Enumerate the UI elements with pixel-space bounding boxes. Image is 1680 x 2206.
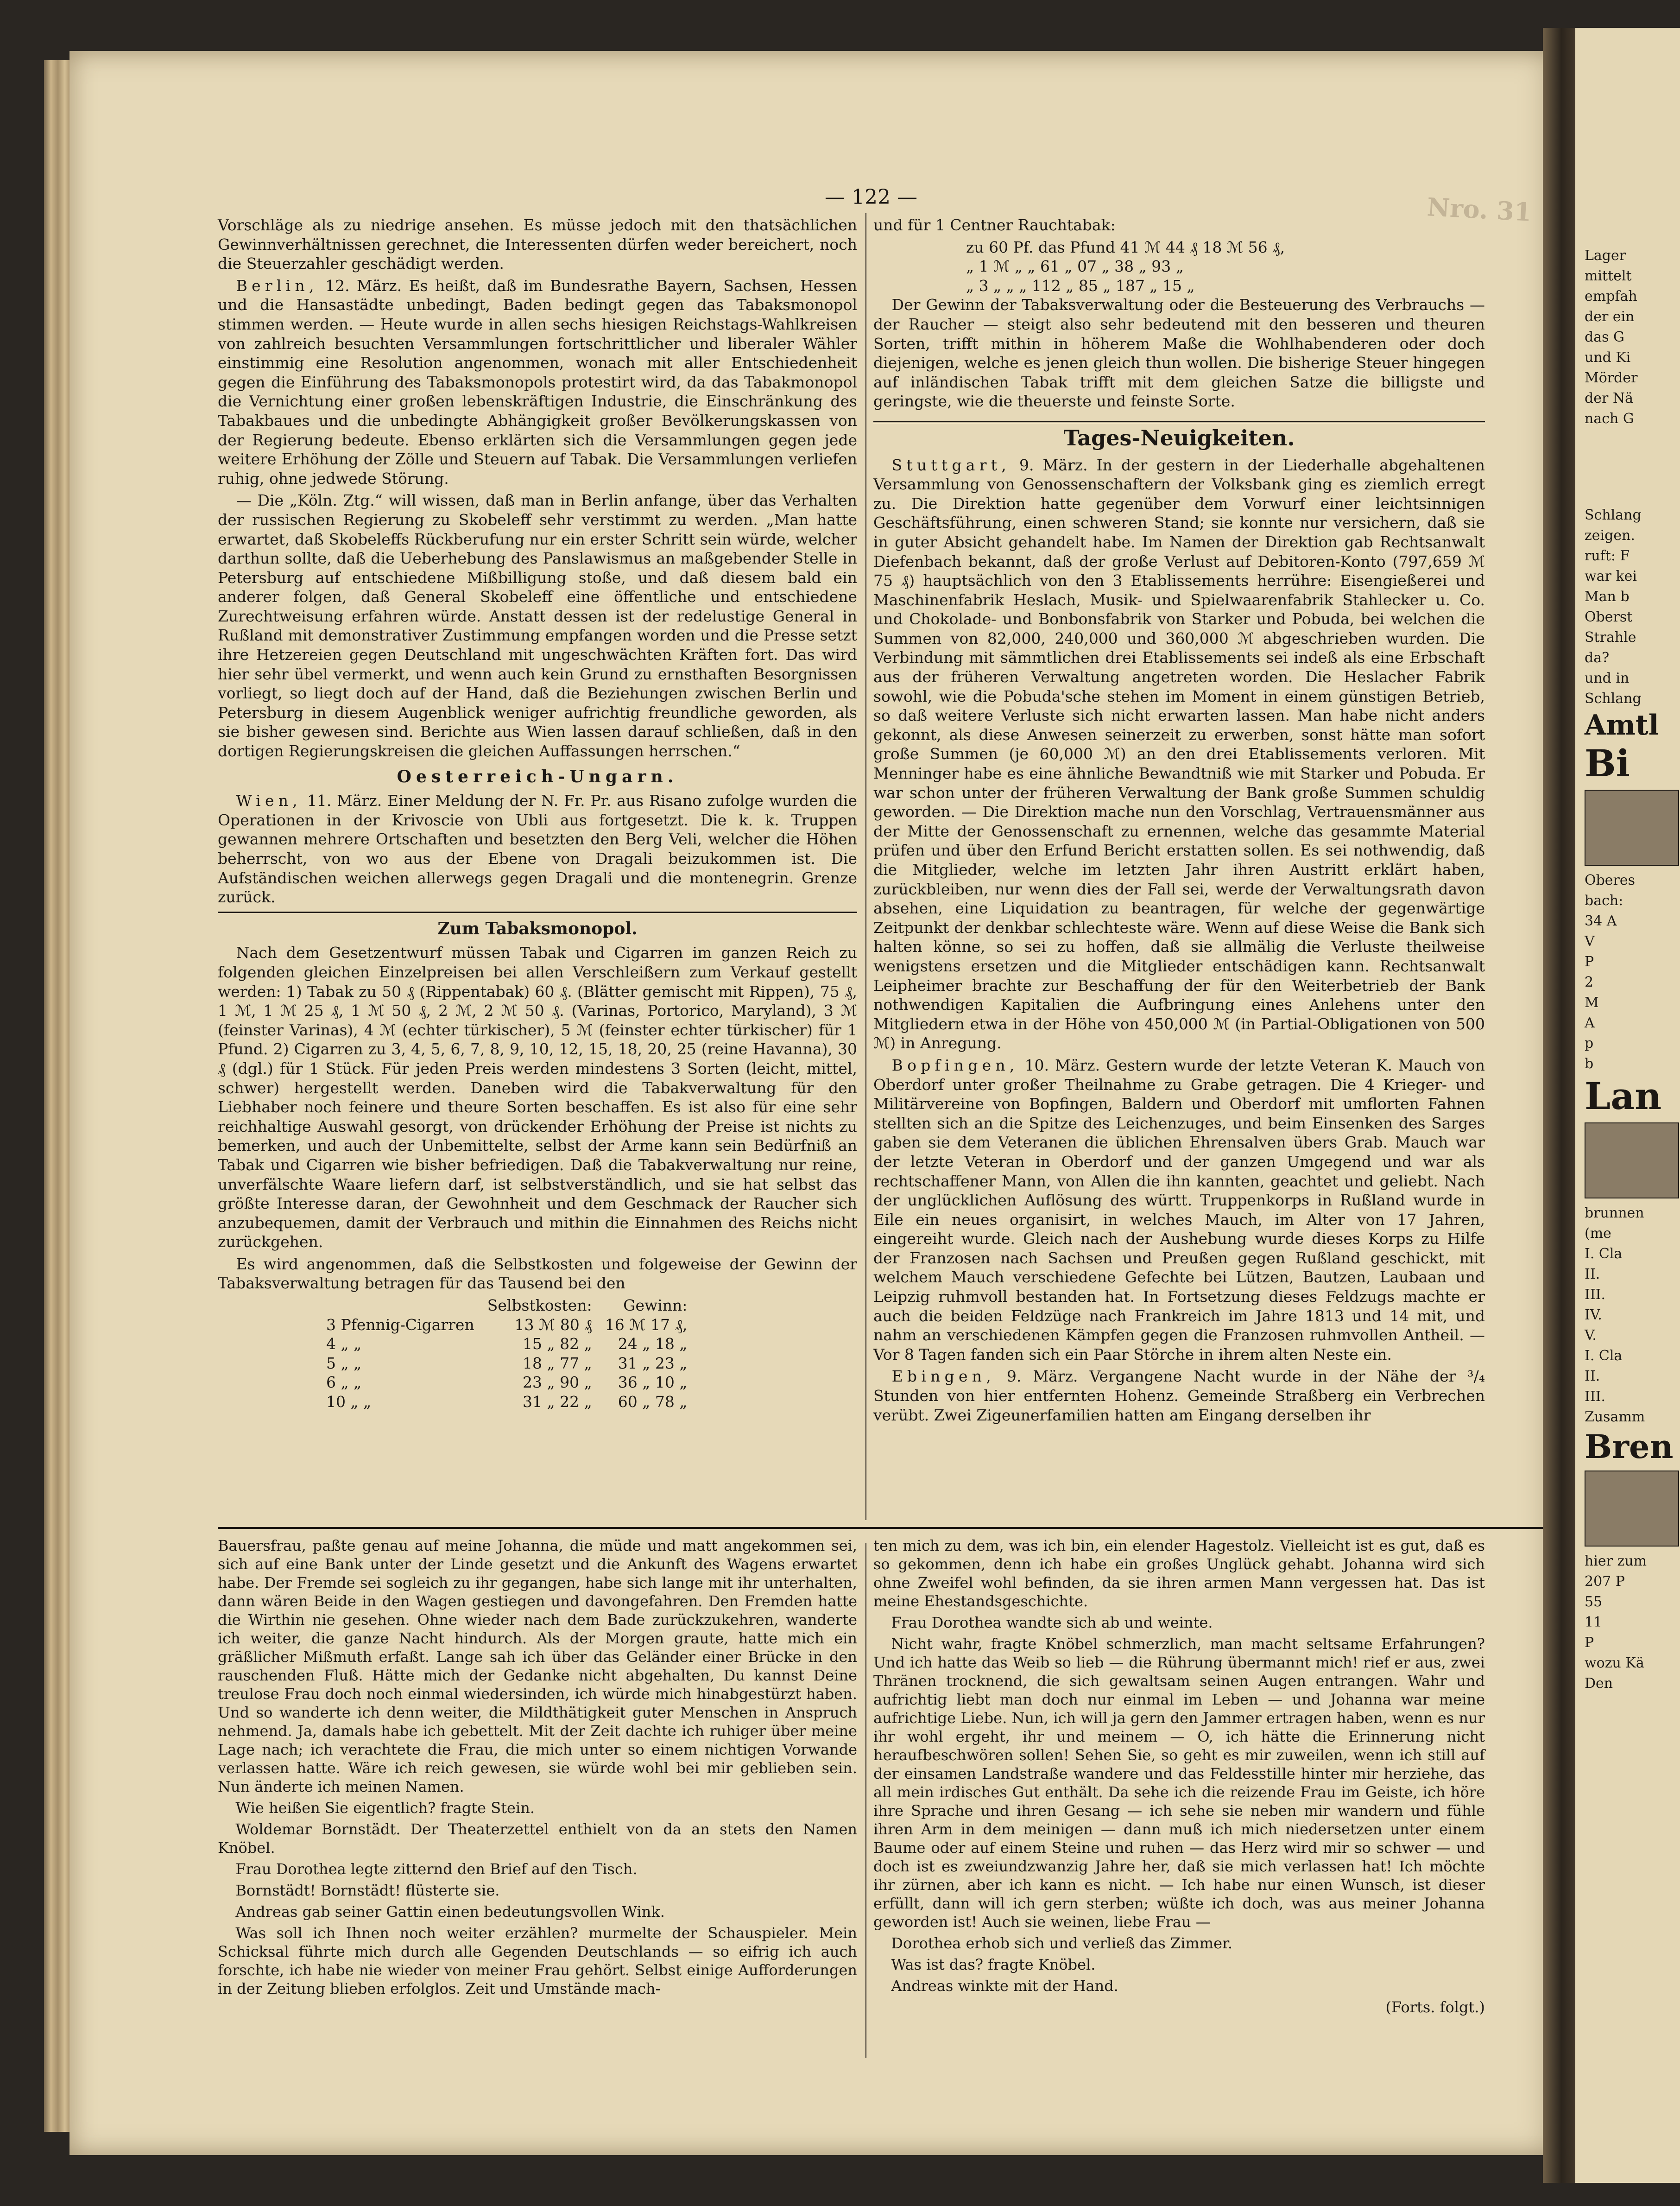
paragraph-ebingen xyxy=(873,1367,1485,1425)
dialogue-line: Frau Dorothea legte zitternd den Brief auf den Tisch. xyxy=(235,1860,638,1878)
place-ebingen: Ebingen, xyxy=(891,1367,995,1386)
table-cell: 3 Pfennig-Cigarren xyxy=(326,1315,474,1334)
text-line: zeigen. xyxy=(1585,527,1635,544)
table-cell: 6 „ „ xyxy=(326,1373,362,1392)
table-header: Gewinn: xyxy=(623,1296,688,1315)
book-gutter xyxy=(1543,28,1580,2183)
paragraph: ten mich zu dem, was ich bin, ein elender Hagestolz. Vielleicht ist es gut, daß es so gekommen, denn ich habe ein großes Unglück gehabt. Johanna wird sich ohne Zweifel wohl befinden, da sie ihren armen Mann vergessen hat. Das ist meine Ehestandsgeschichte. xyxy=(873,1537,1485,1610)
text-line: p xyxy=(1585,1035,1594,1052)
paragraph: und für 1 Centner Rauchtabak: xyxy=(873,216,1116,234)
table-cell: 31 „ 22 „ xyxy=(523,1393,592,1411)
next-page-top-block xyxy=(1585,246,1637,429)
text-line: I. Cla xyxy=(1585,1348,1623,1364)
advert-illustration xyxy=(1585,1122,1679,1198)
table-header-row xyxy=(320,1296,694,1315)
text-line: und Ki xyxy=(1585,349,1631,366)
text-line: I. Cla xyxy=(1585,1246,1623,1262)
text-line: Lager xyxy=(1585,247,1626,264)
column-divider xyxy=(865,213,866,1520)
advert-illustration xyxy=(1585,1471,1679,1547)
cost-table xyxy=(320,1296,694,1412)
text-line: b xyxy=(1585,1056,1594,1072)
paragraph-body: 11. März. Einer Meldung der N. Fr. Pr. aus Risano zufolge wurden die Operationen in der Krivoscie von Ubli aus fortgesetzt. Die k. k. Truppen gewannen mehrere Ortschaften und besetzten den Berg Veli, welcher die Höhen beherrscht, von wo aus der Ebene von Dragali beizukommen ist. Die Aufständischen weichen allerwegs gegen Dragali und die montenegrin. Grenze zurück. xyxy=(218,792,857,906)
next-page-heading: Bi xyxy=(1585,742,1630,785)
table-cell: 15 „ 82 „ xyxy=(523,1335,592,1353)
paragraph-body: 10. März. Gestern wurde der letzte Veteran K. Mauch von Oberdorf unter großer Theilnahme zu Grabe getragen. Die 4 Krieger- und Militärvereine von Bopfingen, Baldern und Oberdorf mit umflorten Fahnen stellten sich an die Spitze des Leichenzuges, und beim Einsenken des Sarges gaben sie dem Veteranen die üblichen Ehrensalven übers Grab. Mauch war der letzte Veteran in Oberdorf und der ganzen Umgegend und war als rechtschaffener Mann, von Allen die ihn kannten, geachtet und geliebt. Nach der unglücklichen Auflösung des württ. Truppenkorps in Rußland wurde in Eile ein neues organisirt, in welches Mauch, im Alter von 17 Jahren, eingereiht wurde. Gleich nach der Aushebung wurde dieses Korps zu Hilfe der Franzosen nach Sachsen und Preußen gegen Rußland geschickt, mit welchem Mauch verschiedene Gefechte bei Lützen, Bautzen, Laubaan und Leipzig ruhmvoll bestanden hat. In Fortsetzung dieses Feldzugs machte er auch die beiden Feldzüge nach Frankreich im Jahre 1813 und 14 mit, und nahm an verschiedenen Kämpfen gegen die Franzosen ruhmvollen Antheil. — Vor 8 Tagen fanden sich ein Paar Störche in ihrem alten Neste ein. xyxy=(873,1056,1485,1363)
text-line: nach G xyxy=(1585,411,1634,427)
faded-header: Nro. 31 xyxy=(1426,192,1533,227)
dialogue-line: Woldemar Bornstädt. Der Theaterzettel enthielt von da an stets den Namen Knöbel. xyxy=(218,1820,857,1857)
text-line: P xyxy=(1585,954,1594,970)
place-wien: Wien, xyxy=(236,792,302,810)
text-line: empfah xyxy=(1585,288,1637,304)
text-line: 2 xyxy=(1585,974,1594,990)
dialogue-line: Frau Dorothea wandte sich ab und weinte. xyxy=(891,1614,1213,1631)
table-cell: 36 „ 10 „ xyxy=(618,1373,688,1392)
feuilleton-divider xyxy=(865,1543,866,2058)
paragraph-body: 9. März. In der gestern in der Liederhalle abgehaltenen Versammlung von Genossenschaftern der Volksbank ging es ziemlich erregt zu. Die Direktion hatte gegenüber dem Vorwurf einer leichtsinnigen Geschäftsführung, einen schweren Stand; sie konnte nur versichern, daß sie in guter Absicht gehandelt habe. Im Namen der Direktion gab Rechtsanwalt Diefenbach bekannt, daß der große Verlust auf Debitoren-Konto (797,659 ℳ 75 ₰) hauptsächlich von den 3 Etablissements herrühre: Eisengießerei und Maschinenfabrik Heslach, Musik- und Spielwaarenfabrik Stahlecker u. Co. und Chokolade- und Bonbonsfabrik von Starker und Pobuda, bei welchen die Summen von 82,000, 240,000 und 360,000 ℳ abgeschrieben wurden. Die Verbindung mit sämmtlichen drei Etablissements sei indeß als eine Erbschaft aus der früheren Verwaltung angetreten worden. Die Heslacher Fabrik sowohl, wie die Pobuda'sche stehen im Moment in einem günstigen Betrieb, so daß weitere Verluste sich nicht erwarten lassen. Man habe nicht anders gekonnt, als diese Anwesen seinerzeit zu erwerben, sonst hätte man sofort große Summen (je 60,000 ℳ) an den drei Etablissements verloren. Mit Menninger habe es eine ähnliche Bewandtniß wie mit Starker und Pobuda. Er war schon unter der früheren Verwaltung der Bank große Summen schuldig geworden. — Die Direktion mache nun den Vorschlag, Vertrauensmänner aus der Mitte der Genossenschaft zu ernennen, welche das gesammte Material prüfen und über den Erfund Bericht erstatten sollen. Es sei nothwendig, daß die Mitglieder, welche im letzten Jahr ihren Austritt erklärt haben, zurückbleiben, nur wenn dies der Fall sei, werde der Verwaltungsrath davon absehen, eine Liquidation zu beantragen, für welche der gegenwärtige Zeitpunkt der denkbar schlechteste wäre. Wenn auf diese Weise die Bank sich halten könne, so sei zu hoffen, daß sie allmälig die Verluste theilweise wenigstens ersetzen und die Mitglieder entschädigen kann. Rechtsanwalt Leipheimer brachte zur Beschaffung der für den Weiterbetrieb der Bank nothwendigen Kapitalien die Aufbringung eines Anlehens unter den Mitgliedern etwa in der Höhe von 450,000 ℳ (in Partial-Obligationen von 500 ℳ) in Anregung. xyxy=(873,456,1485,1052)
text-line: brunnen xyxy=(1585,1205,1644,1221)
text-line: Oberst xyxy=(1585,609,1633,625)
table-cell: 31 „ 23 „ xyxy=(618,1354,688,1372)
place-berlin: Berlin, xyxy=(236,276,318,295)
feuilleton-right xyxy=(873,1536,1485,2019)
section-rule xyxy=(218,912,857,913)
feuilleton-separator xyxy=(218,1527,1543,1529)
heading-tabaksmonopol: Zum Tabaksmonopol. xyxy=(437,919,638,938)
text-line: da? xyxy=(1585,650,1610,666)
table-row xyxy=(320,1315,694,1335)
text-line: A xyxy=(1585,1015,1595,1031)
paragraph-body: 9. März. Vergangene Nacht wurde in der Nähe der ³/₄ Stunden von hier entfernten Hohenz. Gemeinde Straßberg ein Verbrechen verübt. Zwei Zigeunerfamilien hatten am Eingang derselben ihr xyxy=(873,1367,1485,1424)
next-page-fragment xyxy=(1575,28,1680,2183)
text-line: 207 P xyxy=(1585,1573,1625,1590)
text-line: 34 A xyxy=(1585,913,1617,929)
text-line: ruft: F xyxy=(1585,548,1630,564)
text-line: 55 xyxy=(1585,1594,1603,1610)
table-row xyxy=(320,1392,694,1412)
advert-illustration xyxy=(1585,790,1679,866)
text-line: Zusamm xyxy=(1585,1409,1645,1425)
heading-oesterreich: Oesterreich-Ungarn. xyxy=(397,767,678,786)
text-line: bach: xyxy=(1585,893,1623,909)
dialogue-line: Andreas gab seiner Gattin einen bedeutungsvollen Wink. xyxy=(235,1903,665,1921)
next-page-heading: Lan xyxy=(1585,1074,1662,1118)
book-edge xyxy=(44,60,72,2132)
text-line: (me xyxy=(1585,1225,1611,1242)
paragraph: Bauersfrau, paßte genau auf meine Johanna, die müde und matt angekommen sei, sich auf eine Bank unter der Linde gesetzt und die Ankunft des Wagens erwartet habe. Der Fremde sei sogleich zu ihr gegangen, habe sich lange mit ihr unterhalten, dann wären Beide in den Wagen gestiegen und davongefahren. Den Fremden hatte die Wirthin nie gesehen. Ohne wieder nach dem Bade zurückzukehren, wanderte ich weiter, die ganze Nacht hindurch. Als der Morgen graute, hatte mich ein gräßlicher Mißmuth erfaßt. Lange sah ich über das Geländer einer Brücke in den rauschenden Fluß. Hätte mich der Gedanke nicht abgehalten, Du kannst Deine treulose Frau doch noch einmal wiedersinden, ich würde mich hinabgestürzt haben. Und so wanderte ich denn weiter, die Mildthätigkeit guter Menschen in Anspruch nehmend. Ja, damals habe ich gebettelt. Mit der Zeit dachte ich ruhiger über meine Lage nach; ich verachtete die Frau, die mich unter so einem nichtigen Vorwande verlassen hatte. Wäre ich reich gewesen, sie würde wohl bei mir geblieben sein. Nun änderte ich meinen Namen. xyxy=(218,1537,857,1795)
rate-line: zu 60 Pf. das Pfund 41 ℳ 44 ₰ 18 ℳ 56 ₰, xyxy=(966,238,1285,256)
table-cell: 24 „ 18 „ xyxy=(618,1335,688,1353)
dialogue-line: Bornstädt! Bornstädt! flüsterte sie. xyxy=(235,1882,500,1899)
table-cell: 23 „ 90 „ xyxy=(523,1373,592,1392)
paragraph-stuttgart xyxy=(873,456,1485,1053)
text-line: V. xyxy=(1585,1327,1597,1344)
page-number: — 122 — xyxy=(825,185,917,209)
dialogue-line: Dorothea erhob sich und verließ das Zimmer. xyxy=(891,1934,1232,1952)
heading-tages-neuigkeiten: Tages-Neuigkeiten. xyxy=(873,421,1485,448)
paragraph-body: 12. März. Es heißt, daß im Bundesrathe Bayern, Sachsen, Hessen und die Hansastädte unbedingt, Baden bedingt gegen das Tabaksmonopol stimmen werden. — Heute wurde in allen sechs hiesigen Reichstags-Wahlkreisen von zahlreich besuchten Versammlungen fortschrittlicher und liberaler Wähler einstimmig eine Resolution angenommen, wonach mit aller Entschiedenheit gegen die Einführung des Tabaksmonopols protestirt wird, da das Tabakmonopol die Vernichtung einer großen lebenskräftigen Industrie, die Einschränkung des Tabakbaues und die unbedingte Abhängigkeit großer Bevölkerungskassen von der Regierung bedeute. Ebenso erklärten sich die Versammlungen gegen jede weitere Erhöhung der Zölle und Steuern auf Tabak. Die Versammlungen verliefen ruhig, ohne jedwede Störung. xyxy=(218,276,857,488)
text-line: II. xyxy=(1585,1368,1600,1384)
table-cell: 13 ℳ 80 ₰ xyxy=(514,1315,592,1334)
place-stuttgart: Stuttgart, xyxy=(891,456,1011,474)
text-line: Mörder xyxy=(1585,370,1638,386)
dialogue-line: Was ist das? fragte Knöbel. xyxy=(891,1956,1096,1973)
paragraph: Vorschläge als zu niedrige ansehen. Es müsse jedoch mit den thatsächlichen Gewinnverhältnissen gerechnet, die Interessenten dürfen weder bereichert, noch die Steuerzahler geschädigt werden. xyxy=(218,216,857,273)
text-line: M xyxy=(1585,995,1599,1011)
table-row xyxy=(320,1334,694,1354)
text-line: Schlang xyxy=(1585,691,1642,707)
text-line: V xyxy=(1585,933,1595,950)
text-line: III. xyxy=(1585,1388,1606,1405)
table-cell: 16 ℳ 17 ₰, xyxy=(605,1315,688,1334)
text-line: der Nä xyxy=(1585,390,1633,406)
dialogue-line: Andreas winkte mit der Hand. xyxy=(891,1977,1118,1995)
text-line: das G xyxy=(1585,329,1624,345)
text-line: hier zum xyxy=(1585,1553,1647,1569)
continued-note: (Forts. folgt.) xyxy=(1385,1998,1485,2016)
rate-line: „ 1 ℳ „ „ 61 „ 07 „ 38 „ 93 „ xyxy=(966,257,1184,276)
table-cell: 18 „ 77 „ xyxy=(523,1354,592,1372)
table-row xyxy=(320,1373,694,1392)
table-cell: 10 „ „ xyxy=(326,1393,372,1411)
table-cell: 60 „ 78 „ xyxy=(618,1393,688,1411)
dialogue-line: Was soll ich Ihnen noch weiter erzählen? murmelte der Schauspieler. Mein Schicksal führte mich durch alle Gegenden Deutschlands — so eifrig ich auch forschte, ich habe nie wieder von meiner Frau gehört. Selbst einige Aufforderungen in der Zeitung blieben erfolglos. Zeit und Umstände mach- xyxy=(218,1924,857,1997)
text-line: III. xyxy=(1585,1287,1606,1303)
text-line: Man b xyxy=(1585,589,1629,605)
text-line: Strahle xyxy=(1585,629,1636,646)
text-line: P xyxy=(1585,1635,1594,1651)
text-line: Oberes xyxy=(1585,872,1636,888)
text-line: Den xyxy=(1585,1675,1613,1692)
table-row xyxy=(320,1354,694,1373)
table-cell: 4 „ „ xyxy=(326,1335,362,1353)
paragraph: Es wird angenommen, daß die Selbstkosten und folgeweise der Gewinn der Tabaksverwaltung betragen für das Tausend bei den xyxy=(218,1255,857,1293)
text-line: Schlang xyxy=(1585,507,1642,523)
place-bopfingen: Bopfingen, xyxy=(891,1056,1019,1074)
text-line: wozu Kä xyxy=(1585,1655,1644,1671)
next-page-heading: Amtl xyxy=(1585,709,1659,742)
table-header xyxy=(320,1296,481,1315)
text-line: mittelt xyxy=(1585,268,1632,284)
paragraph: Der Gewinn der Tabaksverwaltung oder die Besteuerung des Verbrauchs — der Raucher — steigt also sehr bedeutend mit den besseren und theuren Sorten, trifft mithin in höherem Maße die Wohlhabenderen oder doch diejenigen, welche es jenen gleich thun wollen. Die bisherige Steuer hingegen auf inländischen Tabak trifft mit dem gleichen Satze die billigste und geringste, wie die theuerste und feinste Sorte. xyxy=(873,296,1485,411)
paragraph-berlin xyxy=(218,276,857,488)
paragraph-bopfingen xyxy=(873,1056,1485,1364)
column-left xyxy=(218,216,857,1414)
table-header: Selbstkosten: xyxy=(487,1296,592,1315)
paragraph-wien xyxy=(218,791,857,907)
text-line: 11 xyxy=(1585,1614,1603,1630)
text-line: IV. xyxy=(1585,1307,1602,1323)
table-cell: 5 „ „ xyxy=(326,1354,362,1372)
column-right xyxy=(873,216,1485,1427)
paragraph: Nach dem Gesetzentwurf müssen Tabak und Cigarren im ganzen Reich zu folgenden gleichen Einzelpreisen bei allen Verschleißern zum Verkauf gestellt werden: 1) Tabak zu 50 ₰ (Rippentabak) 60 ₰. (Blätter gemischt mit Rippen), 75 ₰, 1 ℳ, 1 ℳ 25 ₰, 1 ℳ 50 ₰, 2 ℳ, 2 ℳ 50 ₰. (Varinas, Portorico, Maryland), 3 ℳ (feinster Varinas), 4 ℳ (echter türkischer), 5 ℳ (feinster echter türkischer) für 1 Pfund. 2) Cigarren zu 3, 4, 5, 6, 7, 8, 9, 10, 12, 15, 18, 20, 25 (reine Havanna), 30 ₰ (dgl.) für 1 Stück. Für jeden Preis werden mindestens 3 Sorten (leicht, mittel, schwer) hergestellt werden. Daneben wird die Tabakverwaltung für den Liebhaber noch feinere und theure Sorten beschaffen. Es ist also für eine sehr reichhaltige Auswahl gesorgt, von drückender Erhöhung der Preise ist nichts zu bemerken, und auch der Unbemittelte, selbst der Arme kann sein Bedürfniß an Tabak und Cigarren wie bisher befriedigen. Daß die Tabakverwaltung nur reine, unverfälschte Waare liefern darf, ist selbstverständlich, und sie hat selbst das größte Interesse daran, der Gewohnheit und dem Geschmack der Raucher sich anzubequemen, damit der Verbrauch und mithin die Einnahmen des Reichs nicht zurückgehen. xyxy=(218,944,857,1251)
text-line: II. xyxy=(1585,1266,1600,1282)
text-line: war kei xyxy=(1585,568,1637,584)
paragraph: Nicht wahr, fragte Knöbel schmerzlich, man macht seltsame Erfahrungen? Und ich hatte das Weib so lieb — die Rührung übermannt mich! rief er aus, zwei Thränen trocknend, die sich gewaltsam seinen Augen entrangen. Wahr und aufrichtig liebt man doch nur einmal im Leben — und Johanna war meine aufrichtige Liebe. Nun, ich will ja gern den Jammer ertragen haben, wenn es nur ihr wohl ergeht, ihr und meinem — O, ich hätte die Erinnerung nicht heraufbeschwören sollen! Sehen Sie, so geht es mir zuweilen, wenn ich still auf der einsamen Landstraße wandere und das Feldesstille hinter mir herziehe, das all mein irdisches Gut enthält. Da sehe ich die reizende Frau im Geiste, ich höre ihre Sprache und ihren Gesang — ich sehe sie neben mir wandern und fühle ihren Arm in dem meinigen — dann muß ich mich niedersetzen unter einem Baume oder auf einem Steine und ruhen — das Herz wird mir so schwer — und doch ist es zweiundzwanzig Jahre her, daß sie mich verlassen hat! Ich möchte ihr zürnen, aber ich kann es nicht. — Ich habe nur einen Wunsch, ist dieser erfüllt, dann will ich gern sterben; wüßte ich doch, was aus meiner Johanna geworden ist! Auch sie weinen, liebe Frau — xyxy=(873,1635,1485,1931)
feuilleton-left xyxy=(218,1536,857,2001)
dialogue-line: Wie heißen Sie eigentlich? fragte Stein. xyxy=(235,1799,535,1817)
next-page-heading: Bren xyxy=(1585,1427,1674,1466)
text-line: und in xyxy=(1585,670,1629,686)
rate-line: „ 3 „ „ „ 112 „ 85 „ 187 „ 15 „ xyxy=(966,276,1195,295)
paragraph: — Die „Köln. Ztg.“ will wissen, daß man in Berlin anfange, über das Verhalten der russischen Regierung zu Skobeleff sehr verstimmt zu werden. „Man hatte erwartet, daß Skobeleffs Rückberufung nur ein erster Schritt sein würde, welcher darthun sollte, daß die Ueberhebung des Panslawismus an maßgebender Stelle in Petersburg auf entschiedene Mißbilligung stoße, und daß diesem bald ein anderer folgen, daß General Skobeleff eine öffentliche und entschiedene Zurechtweisung erfahren würde. Anstatt dessen ist der redelustige General in Rußland mit demonstrativer Zustimmung empfangen worden und die Presse setzt ihre Hetzereien gegen Deutschland mit ungeschwächten Kräften fort. Das wird hier sehr übel vermerkt, und wenn auch kein Grund zu ernsthaften Besorgnissen vorliegt, so liegt doch auf der Hand, daß die Beziehungen zwischen Berlin und Petersburg in diesem Augenblick weniger aufrichtig freundliche geworden, als sie bisher gewesen sind. Berichte aus Wien lassen darauf schließen, daß in den dortigen Regierungskreisen die gleichen Auffassungen herrschen.“ xyxy=(218,491,857,761)
next-page-mid-block xyxy=(1585,505,1679,1694)
text-line: der ein xyxy=(1585,309,1635,325)
